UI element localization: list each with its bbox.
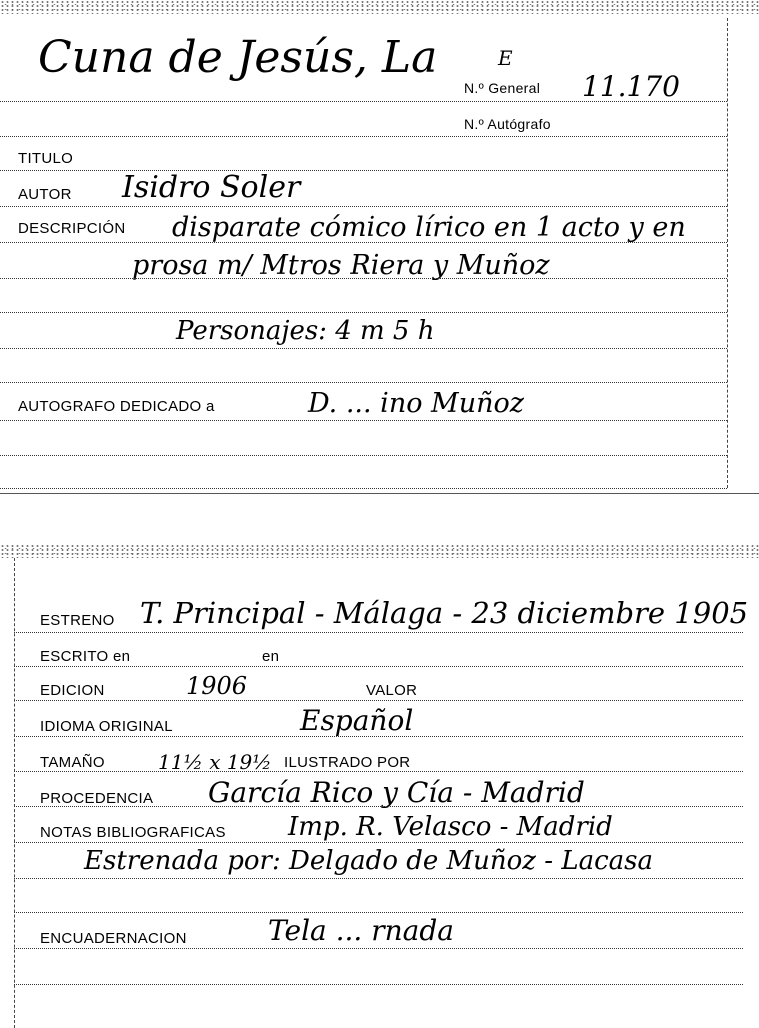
- rule-line: [14, 878, 743, 879]
- card-edge-speckle: [0, 0, 759, 14]
- edicion-label: EDICION: [40, 682, 105, 699]
- idioma-handwriting: Español: [300, 704, 414, 737]
- card-right-border: [727, 18, 728, 488]
- rule-line: [0, 278, 727, 279]
- escrito-label: ESCRITO en: [40, 648, 131, 665]
- dedicado-label: AUTOGRAFO DEDICADO a: [18, 398, 215, 415]
- rule-line: [0, 488, 727, 489]
- tamano-label: TAMAÑO: [40, 754, 105, 771]
- catalog-card-top: [0, 0, 759, 500]
- catalog-card-bottom: [0, 540, 759, 1028]
- autor-handwriting: Isidro Soler: [122, 170, 301, 205]
- encuadernacion-label: ENCUADERNACION: [40, 930, 187, 947]
- estreno-handwriting: T. Principal - Málaga - 23 diciembre 1905: [140, 596, 749, 630]
- estreno-label: ESTRENO: [40, 612, 115, 629]
- tamano-handwriting: 11½ x 19½: [158, 750, 272, 774]
- rule-line: [0, 170, 727, 171]
- card-edge-speckle: [0, 544, 759, 558]
- general-mark-handwriting: E: [498, 46, 513, 70]
- rule-line: [14, 632, 743, 633]
- rule-line: [0, 455, 727, 456]
- rule-line: [14, 948, 743, 949]
- autor-label: AUTOR: [18, 186, 72, 203]
- rule-line: [0, 101, 727, 102]
- rule-line: [14, 984, 743, 985]
- card-left-border: [14, 558, 15, 1028]
- autografo-number-label: N.º Autógrafo: [464, 116, 551, 132]
- descripcion-label: DESCRIPCIÓN: [18, 220, 126, 237]
- descripcion-handwriting-line1: disparate cómico lírico en 1 acto y en: [172, 212, 686, 243]
- descripcion-handwriting-line2: prosa m/ Mtros Riera y Muñoz: [132, 250, 550, 281]
- edicion-handwriting: 1906: [186, 672, 248, 700]
- general-number-label: N.º General: [464, 80, 541, 96]
- rule-line: [14, 700, 743, 701]
- rule-line: [0, 242, 727, 243]
- notas-label: NOTAS BIBLIOGRAFICAS: [40, 824, 226, 841]
- rule-line: [14, 666, 743, 667]
- title-handwriting: Cuna de Jesús, La: [38, 32, 438, 83]
- dedicado-handwriting: D. ... ino Muñoz: [308, 388, 524, 419]
- escrito-en-label: en: [262, 648, 280, 665]
- notas-handwriting-line2: Estrenada por: Delgado de Muñoz - Lacasa: [84, 846, 653, 876]
- notas-handwriting-line1: Imp. R. Velasco - Madrid: [288, 812, 613, 842]
- encuadernacion-handwriting: Tela ... rnada: [268, 914, 454, 947]
- rule-line: [14, 806, 743, 807]
- card-separator: [0, 493, 759, 494]
- general-number-handwriting: 11.170: [582, 70, 680, 103]
- rule-line: [14, 736, 743, 737]
- personajes-handwriting: Personajes: 4 m 5 h: [176, 316, 435, 346]
- rule-line: [14, 912, 743, 913]
- valor-label: VALOR: [366, 682, 418, 699]
- rule-line: [0, 136, 727, 137]
- rule-line: [0, 206, 727, 207]
- rule-line: [0, 420, 727, 421]
- procedencia-handwriting: García Rico y Cía - Madrid: [208, 776, 585, 809]
- rule-line: [0, 312, 727, 313]
- rule-line: [0, 382, 727, 383]
- rule-line: [14, 842, 743, 843]
- rule-line: [14, 771, 743, 772]
- rule-line: [0, 348, 727, 349]
- titulo-label: TITULO: [18, 150, 74, 167]
- ilustrado-label: ILUSTRADO POR: [284, 754, 411, 771]
- procedencia-label: PROCEDENCIA: [40, 790, 154, 807]
- idioma-label: IDIOMA ORIGINAL: [40, 718, 173, 735]
